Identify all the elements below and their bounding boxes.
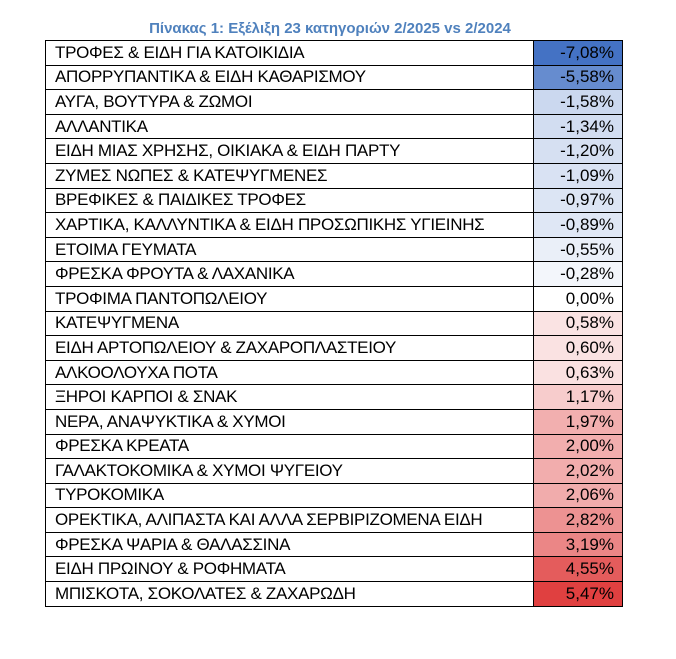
table-row xyxy=(46,459,623,484)
table-row xyxy=(46,311,623,336)
category-cell: ΝΕΡΑ, ΑΝΑΨΥΚΤΙΚΑ & ΧΥΜΟΙ xyxy=(46,409,534,434)
category-cell: ΜΠΙΣΚΟΤΑ, ΣΟΚΟΛΑΤΕΣ & ΖΑΧΑΡΩΔΗ xyxy=(46,582,534,607)
table-row xyxy=(46,434,623,459)
change-cell: -5,58% xyxy=(534,65,623,90)
category-cell: ΤΥΡΟΚΟΜΙΚΑ xyxy=(46,483,534,508)
change-cell: 1,97% xyxy=(534,409,623,434)
table-row xyxy=(46,163,623,188)
table-row xyxy=(46,385,623,410)
change-cell: 0,00% xyxy=(534,286,623,311)
change-cell: -1,09% xyxy=(534,163,623,188)
change-cell: 4,55% xyxy=(534,557,623,582)
table-body xyxy=(46,41,623,607)
change-cell: 5,47% xyxy=(534,582,623,607)
change-cell: 2,02% xyxy=(534,459,623,484)
change-cell: 2,00% xyxy=(534,434,623,459)
table-row xyxy=(46,582,623,607)
change-cell: -0,97% xyxy=(534,188,623,213)
category-cell: ΕΙΔΗ ΑΡΤΟΠΩΛΕΙΟΥ & ΖΑΧΑΡΟΠΛΑΣΤΕΙΟΥ xyxy=(46,336,534,361)
table-row xyxy=(46,65,623,90)
change-cell: -1,34% xyxy=(534,114,623,139)
category-cell: ΚΑΤΕΨΥΓΜΕΝΑ xyxy=(46,311,534,336)
category-cell: ΒΡΕΦΙΚΕΣ & ΠΑΙΔΙΚΕΣ ΤΡΟΦΕΣ xyxy=(46,188,534,213)
category-cell: ΑΛΚΟΟΛΟΥΧΑ ΠΟΤΑ xyxy=(46,360,534,385)
change-cell: 3,19% xyxy=(534,532,623,557)
category-cell: ΦΡΕΣΚΑ ΦΡΟΥΤΑ & ΛΑΧΑΝΙΚΑ xyxy=(46,262,534,287)
table-row xyxy=(46,483,623,508)
category-cell: ΕΙΔΗ ΠΡΩΙΝΟΥ & ΡΟΦΗΜΑΤΑ xyxy=(46,557,534,582)
table-row xyxy=(46,286,623,311)
change-cell: 0,60% xyxy=(534,336,623,361)
category-cell: ΦΡΕΣΚΑ ΨΑΡΙΑ & ΘΑΛΑΣΣΙΝΑ xyxy=(46,532,534,557)
table-row xyxy=(46,409,623,434)
category-cell: ΑΛΛΑΝΤΙΚΑ xyxy=(46,114,534,139)
category-cell: ΦΡΕΣΚΑ ΚΡΕΑΤΑ xyxy=(46,434,534,459)
table-row xyxy=(46,41,623,66)
change-cell: 1,17% xyxy=(534,385,623,410)
category-cell: ΑΥΓΑ, ΒΟΥΤΥΡΑ & ΖΩΜΟΙ xyxy=(46,90,534,115)
change-cell: 0,63% xyxy=(534,360,623,385)
table-row xyxy=(46,508,623,533)
change-cell: 2,06% xyxy=(534,483,623,508)
change-cell: -0,28% xyxy=(534,262,623,287)
table-row xyxy=(46,188,623,213)
category-cell: ΞΗΡΟΙ ΚΑΡΠΟΙ & ΣΝΑΚ xyxy=(46,385,534,410)
category-cell: ΓΑΛΑΚΤΟΚΟΜΙΚΑ & ΧΥΜΟΙ ΨΥΓΕΙΟΥ xyxy=(46,459,534,484)
category-change-table xyxy=(45,40,623,607)
category-cell: ΤΡΟΦΙΜΑ ΠΑΝΤΟΠΩΛΕΙΟΥ xyxy=(46,286,534,311)
table-row xyxy=(46,532,623,557)
change-cell: -1,58% xyxy=(534,90,623,115)
category-cell: ΧΑΡΤΙΚΑ, ΚΑΛΛΥΝΤΙΚΑ & ΕΙΔΗ ΠΡΟΣΩΠΙΚΗΣ ΥΓΙΕΙΝΗΣ xyxy=(46,213,534,238)
table-row xyxy=(46,336,623,361)
table-row xyxy=(46,114,623,139)
category-cell: ΕΤΟΙΜΑ ΓΕΥΜΑΤΑ xyxy=(46,237,534,262)
table-row xyxy=(46,90,623,115)
table-row xyxy=(46,139,623,164)
table-row xyxy=(46,360,623,385)
change-cell: -1,20% xyxy=(534,139,623,164)
table-row xyxy=(46,237,623,262)
category-cell: ΑΠΟΡΡΥΠΑΝΤΙΚΑ & ΕΙΔΗ ΚΑΘΑΡΙΣΜΟΥ xyxy=(46,65,534,90)
change-cell: -7,08% xyxy=(534,41,623,66)
category-cell: ΤΡΟΦΕΣ & ΕΙΔΗ ΓΙΑ ΚΑΤΟΙΚΙΔΙΑ xyxy=(46,41,534,66)
category-cell: ΕΙΔΗ ΜΙΑΣ ΧΡΗΣΗΣ, ΟΙΚΙΑΚΑ & ΕΙΔΗ ΠΑΡΤΥ xyxy=(46,139,534,164)
table-row xyxy=(46,213,623,238)
category-cell: ΟΡΕΚΤΙΚΑ, ΑΛΙΠΑΣΤΑ ΚΑΙ ΑΛΛΑ ΣΕΡΒΙΡΙΖΟΜΕΝΑ ΕΙΔΗ xyxy=(46,508,534,533)
table-row xyxy=(46,557,623,582)
change-cell: 0,58% xyxy=(534,311,623,336)
table-row xyxy=(46,262,623,287)
change-cell: -0,89% xyxy=(534,213,623,238)
table-title: Πίνακας 1: Εξέλιξη 23 κατηγοριών 2/2025 vs 2/2024 xyxy=(149,20,511,37)
category-cell: ΖΥΜΕΣ ΝΩΠΕΣ & ΚΑΤΕΨΥΓΜΕΝΕΣ xyxy=(46,163,534,188)
change-cell: 2,82% xyxy=(534,508,623,533)
change-cell: -0,55% xyxy=(534,237,623,262)
